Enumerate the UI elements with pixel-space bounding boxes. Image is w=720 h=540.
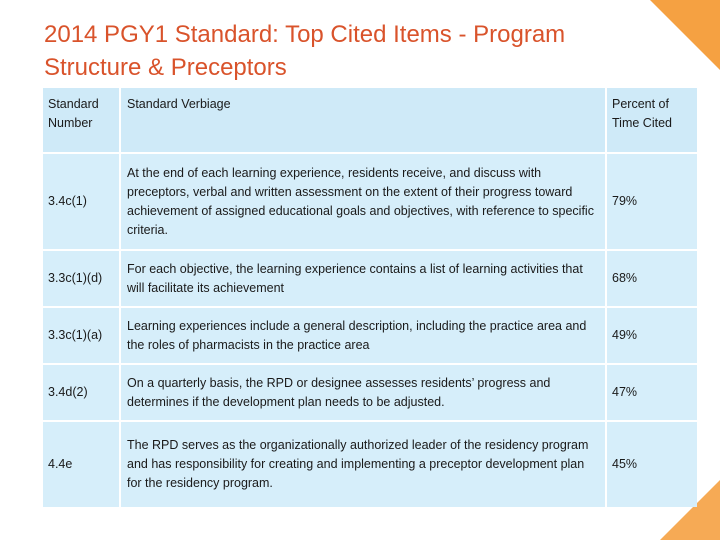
table-row <box>43 154 697 249</box>
standard-number-cell: 3.3c(1)(d) <box>43 251 119 306</box>
percent-cited-cell: 49% <box>607 308 697 363</box>
standard-verbiage-cell: The RPD serves as the organizationally authorized leader of the residency program and has responsibility for creating and implementing a preceptor development plan for the residency program. <box>121 422 605 507</box>
percent-cited-cell: 47% <box>607 365 697 420</box>
table-header-row <box>43 88 697 152</box>
header-percent-cited: Percent of Time Cited <box>607 88 697 152</box>
standard-number-cell: 3.4c(1) <box>43 154 119 249</box>
standard-verbiage-cell: For each objective, the learning experience contains a list of learning activities that will facilitate its achievement <box>121 251 605 306</box>
standard-number-cell: 3.4d(2) <box>43 365 119 420</box>
slide-title: 2014 PGY1 Standard: Top Cited Items - Program Structure & Preceptors <box>44 21 566 81</box>
standard-verbiage-cell: On a quarterly basis, the RPD or designee assesses residents’ progress and determines if the development plan needs to be adjusted. <box>121 365 605 420</box>
header-standard-verbiage: Standard Verbiage <box>121 88 605 152</box>
cited-items-table <box>41 86 699 509</box>
percent-cited-cell: 68% <box>607 251 697 306</box>
table-row <box>43 251 697 306</box>
standard-number-cell: 3.3c(1)(a) <box>43 308 119 363</box>
header-standard-number: Standard Number <box>43 88 119 152</box>
standard-number-cell: 4.4e <box>43 422 119 507</box>
percent-cited-cell: 45% <box>607 422 697 507</box>
table-row <box>43 365 697 420</box>
standard-verbiage-cell: Learning experiences include a general description, including the practice area and the roles of pharmacists in the practice area <box>121 308 605 363</box>
standard-verbiage-cell: At the end of each learning experience, residents receive, and discuss with preceptors, verbal and written assessment on the extent of their progress toward achievement of assigned educational goals and objectives, with reference to specific criteria. <box>121 154 605 249</box>
table-row <box>43 422 697 507</box>
percent-cited-cell: 79% <box>607 154 697 249</box>
table-row <box>43 308 697 363</box>
